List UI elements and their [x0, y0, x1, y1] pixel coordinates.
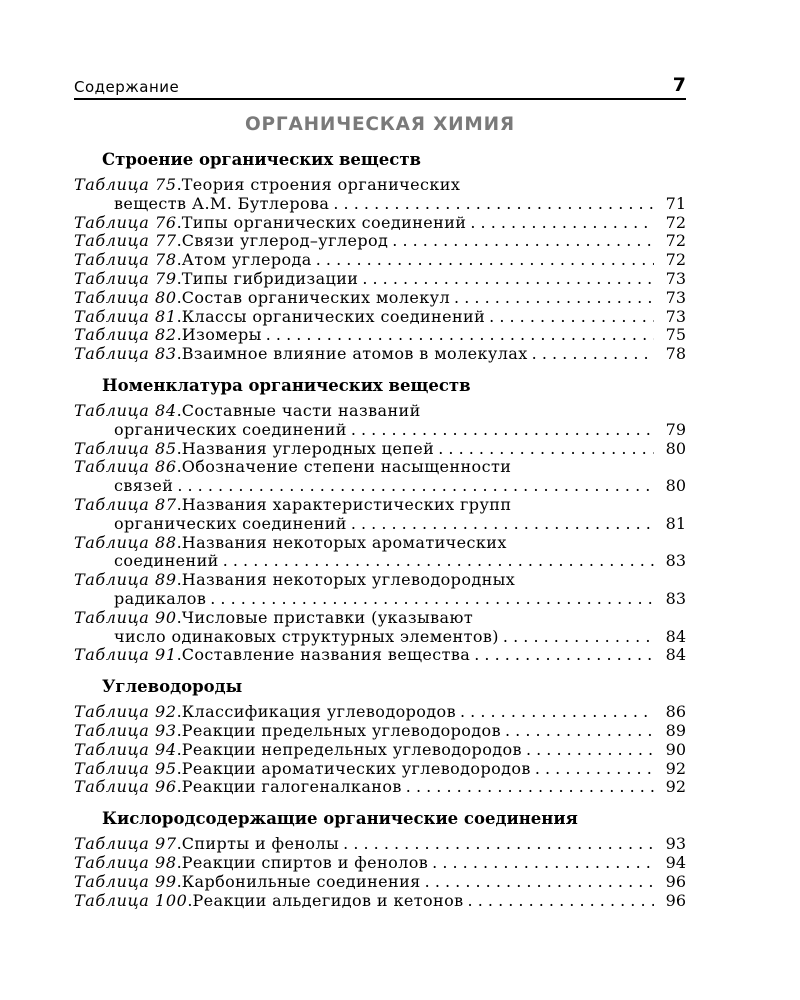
section-title: Кислородсодержащие органические соединения — [102, 809, 578, 829]
dot-leader — [316, 251, 654, 270]
label-separator: . — [176, 457, 182, 477]
toc-entry-line — [74, 854, 686, 873]
toc-section — [74, 807, 686, 910]
table-label: Таблица 81 — [74, 306, 177, 326]
entry-title: Связи углерод–углерод — [181, 231, 389, 251]
toc-entry — [74, 722, 686, 741]
label-separator: . — [176, 871, 182, 891]
label-separator: . — [176, 852, 182, 872]
entry-title-continuation: число одинаковых структурных элементов) — [114, 626, 499, 646]
label-separator: . — [176, 325, 182, 345]
toc-entry-line — [74, 722, 686, 741]
toc-entry-list — [74, 402, 686, 665]
table-label: Таблица 79 — [74, 268, 177, 288]
entry-page-number: 84 — [665, 645, 686, 665]
toc-entry — [74, 741, 686, 760]
entry-title: Спирты и фенолы — [181, 834, 340, 854]
entry-page-number: 90 — [665, 739, 686, 759]
table-label: Таблица 90 — [74, 607, 177, 627]
entry-page-number: 84 — [665, 626, 686, 646]
table-label: Таблица 93 — [74, 720, 177, 740]
entry-title: Названия некоторых углеводородных — [181, 570, 516, 590]
entry-title-continuation: соединений — [114, 551, 219, 571]
label-separator: . — [176, 287, 182, 307]
toc-entry — [74, 835, 686, 854]
toc-entry-line — [74, 703, 686, 722]
entry-page-number: 79 — [665, 419, 686, 439]
entry-title-continuation: органических соединений — [114, 419, 347, 439]
entry-title: Взаимное влияние атомов в молекулах — [181, 344, 528, 364]
toc-entry-line — [74, 289, 686, 308]
label-separator: . — [176, 739, 182, 759]
toc-entry-line — [74, 571, 686, 590]
toc-entry-line — [74, 458, 686, 477]
entry-page-number: 92 — [665, 777, 686, 797]
section-title: Углеводороды — [102, 677, 243, 697]
label-separator: . — [176, 212, 182, 232]
table-of-contents — [74, 148, 686, 910]
table-label: Таблица 99 — [74, 871, 177, 891]
toc-entry-continuation — [74, 515, 686, 534]
toc-entry — [74, 251, 686, 270]
dot-leader — [223, 552, 654, 571]
page-number: 7 — [672, 74, 686, 96]
entry-title: Реакции альдегидов и кетонов — [192, 890, 464, 910]
entry-title: Классификация углеводородов — [181, 702, 456, 722]
toc-entry — [74, 289, 686, 308]
entry-title: Обозначение степени насыщенности — [181, 457, 512, 477]
toc-section — [74, 148, 686, 364]
dot-leader — [505, 722, 654, 741]
toc-entry — [74, 534, 686, 572]
toc-entry-continuation — [74, 552, 686, 571]
entry-title: Типы гибридизации — [181, 268, 359, 288]
toc-entry — [74, 345, 686, 364]
dot-leader — [532, 345, 654, 364]
table-label: Таблица 76 — [74, 212, 177, 232]
entry-title: Реакции ароматических углеводородов — [181, 758, 531, 778]
toc-entry — [74, 440, 686, 459]
toc-entry — [74, 270, 686, 289]
toc-entry — [74, 214, 686, 233]
label-separator: . — [176, 438, 182, 458]
entry-title: Атом углерода — [181, 250, 312, 270]
table-label: Таблица 89 — [74, 570, 177, 590]
entry-page-number: 94 — [665, 852, 686, 872]
entry-page-number: 93 — [665, 834, 686, 854]
entry-title: Изомеры — [181, 325, 262, 345]
entry-page-number: 96 — [665, 890, 686, 910]
table-label: Таблица 86 — [74, 457, 177, 477]
dot-leader — [526, 741, 654, 760]
entry-page-number: 83 — [665, 588, 686, 608]
table-label: Таблица 83 — [74, 344, 177, 364]
table-label: Таблица 87 — [74, 494, 177, 514]
toc-entry-continuation — [74, 195, 686, 214]
dot-leader — [470, 214, 654, 233]
dot-leader — [392, 232, 654, 251]
toc-entry — [74, 308, 686, 327]
dot-leader — [333, 195, 654, 214]
toc-entry-line — [74, 873, 686, 892]
entry-page-number: 73 — [665, 287, 686, 307]
label-separator: . — [176, 777, 182, 797]
entry-page-number: 81 — [665, 513, 686, 533]
toc-entry-line — [74, 326, 686, 345]
entry-page-number: 72 — [665, 250, 686, 270]
label-separator: . — [176, 494, 182, 514]
toc-entry — [74, 496, 686, 534]
dot-leader — [438, 440, 654, 459]
table-label: Таблица 77 — [74, 231, 177, 251]
toc-entry-line — [74, 402, 686, 421]
entry-page-number: 89 — [665, 720, 686, 740]
entry-title: Реакции непредельных углеводородов — [181, 739, 522, 759]
toc-entry — [74, 873, 686, 892]
entry-page-number: 73 — [665, 306, 686, 326]
label-separator: . — [176, 720, 182, 740]
label-separator: . — [176, 231, 182, 251]
table-label: Таблица 88 — [74, 532, 177, 552]
entry-title: Составление названия вещества — [181, 645, 471, 665]
toc-entry-line — [74, 176, 686, 195]
label-separator: . — [176, 532, 182, 552]
running-header — [74, 72, 686, 100]
toc-entry — [74, 176, 686, 214]
entry-page-number: 72 — [665, 231, 686, 251]
toc-entry-line — [74, 232, 686, 251]
toc-entry-line — [74, 251, 686, 270]
running-title: Содержание — [74, 78, 180, 96]
label-separator: . — [176, 834, 182, 854]
label-separator: . — [176, 175, 182, 194]
entry-title: Составные части названий — [181, 400, 421, 420]
entry-title-continuation: веществ А.М. Бутлерова — [114, 193, 330, 213]
dot-leader — [266, 326, 654, 345]
table-label: Таблица 92 — [74, 702, 177, 722]
dot-leader — [351, 515, 654, 534]
toc-entry — [74, 326, 686, 345]
entry-page-number: 96 — [665, 871, 686, 891]
dot-leader — [343, 835, 654, 854]
toc-entry-line — [74, 892, 686, 911]
toc-entry-list — [74, 835, 686, 910]
dot-leader — [177, 477, 654, 496]
table-label: Таблица 95 — [74, 758, 177, 778]
dot-leader — [362, 270, 654, 289]
entry-page-number: 92 — [665, 758, 686, 778]
toc-entry — [74, 854, 686, 873]
toc-entry-continuation — [74, 628, 686, 647]
entry-title-continuation: связей — [114, 476, 174, 496]
dot-leader — [454, 289, 654, 308]
toc-section — [74, 675, 686, 797]
toc-entry — [74, 760, 686, 779]
toc-entry-continuation — [74, 477, 686, 496]
label-separator: . — [176, 344, 182, 364]
entry-title: Типы органических соединений — [181, 212, 467, 232]
toc-entry — [74, 646, 686, 665]
toc-entry-line — [74, 741, 686, 760]
label-separator: . — [176, 250, 182, 270]
entry-page-number: 73 — [665, 268, 686, 288]
table-label: Таблица 84 — [74, 400, 177, 420]
label-separator: . — [176, 268, 182, 288]
dot-leader — [489, 308, 654, 327]
toc-entry-line — [74, 609, 686, 628]
table-label: Таблица 94 — [74, 739, 177, 759]
entry-title: Состав органических молекул — [181, 287, 451, 307]
dot-leader — [503, 628, 654, 647]
table-label: Таблица 80 — [74, 287, 177, 307]
table-label: Таблица 100 — [74, 890, 188, 910]
table-label: Таблица 82 — [74, 325, 177, 345]
label-separator: . — [176, 570, 182, 590]
table-label: Таблица 91 — [74, 645, 177, 665]
label-separator: . — [176, 400, 182, 420]
toc-entry-line — [74, 440, 686, 459]
entry-title: Реакции предельных углеводородов — [181, 720, 501, 740]
part-title: ОРГАНИЧЕСКАЯ ХИМИЯ — [245, 114, 515, 135]
entry-title: Реакции галогеналканов — [181, 777, 402, 797]
dot-leader — [535, 760, 654, 779]
entry-page-number: 72 — [665, 212, 686, 232]
contents-page — [74, 72, 686, 910]
entry-title: Реакции спиртов и фенолов — [181, 852, 429, 872]
toc-entry-line — [74, 646, 686, 665]
toc-entry — [74, 402, 686, 440]
toc-section — [74, 374, 686, 665]
toc-entry-continuation — [74, 421, 686, 440]
toc-entry-line — [74, 270, 686, 289]
toc-entry — [74, 892, 686, 911]
toc-entry-line — [74, 214, 686, 233]
entry-title: Карбонильные соединения — [181, 871, 421, 891]
dot-leader — [425, 873, 654, 892]
toc-entry-continuation — [74, 590, 686, 609]
toc-entry — [74, 571, 686, 609]
toc-entry-line — [74, 308, 686, 327]
entry-title-continuation: органических соединений — [114, 513, 347, 533]
label-separator: . — [187, 890, 193, 910]
toc-entry-line — [74, 345, 686, 364]
toc-entry-line — [74, 496, 686, 515]
table-label: Таблица 98 — [74, 852, 177, 872]
dot-leader — [210, 590, 654, 609]
section-title: Номенклатура органических веществ — [102, 375, 471, 395]
section-title: Строение органических веществ — [102, 150, 422, 169]
entry-page-number: 83 — [665, 551, 686, 571]
table-label: Таблица 75 — [74, 175, 177, 194]
label-separator: . — [176, 306, 182, 326]
entry-title: Названия углеродных цепей — [181, 438, 435, 458]
table-label: Таблица 96 — [74, 777, 177, 797]
entry-title-continuation: радикалов — [114, 588, 207, 608]
label-separator: . — [176, 645, 182, 665]
entry-page-number: 80 — [665, 476, 686, 496]
entry-page-number: 75 — [665, 325, 686, 345]
table-label: Таблица 78 — [74, 250, 177, 270]
toc-entry — [74, 778, 686, 797]
dot-leader — [460, 703, 654, 722]
toc-entry-line — [74, 534, 686, 553]
entry-page-number: 86 — [665, 702, 686, 722]
dot-leader — [474, 646, 654, 665]
label-separator: . — [176, 758, 182, 778]
entry-title: Теория строения органических — [181, 175, 461, 194]
toc-entry — [74, 232, 686, 251]
dot-leader — [432, 854, 654, 873]
label-separator: . — [176, 702, 182, 722]
entry-title: Названия некоторых ароматических — [181, 532, 507, 552]
entry-page-number: 71 — [665, 193, 686, 213]
table-label: Таблица 85 — [74, 438, 177, 458]
toc-entry — [74, 609, 686, 647]
toc-entry — [74, 458, 686, 496]
label-separator: . — [176, 607, 182, 627]
dot-leader — [351, 421, 654, 440]
entry-page-number: 78 — [665, 344, 686, 364]
dot-leader — [468, 892, 654, 911]
toc-entry-line — [74, 778, 686, 797]
entry-title: Классы органических соединений — [181, 306, 486, 326]
toc-entry — [74, 703, 686, 722]
entry-page-number: 80 — [665, 438, 686, 458]
dot-leader — [406, 778, 654, 797]
toc-entry-line — [74, 760, 686, 779]
entry-title: Числовые приставки (указывают — [181, 607, 474, 627]
table-label: Таблица 97 — [74, 834, 177, 854]
toc-entry-list — [74, 703, 686, 797]
toc-entry-line — [74, 835, 686, 854]
entry-title: Названия характеристических групп — [181, 494, 512, 514]
toc-entry-list — [74, 176, 686, 364]
